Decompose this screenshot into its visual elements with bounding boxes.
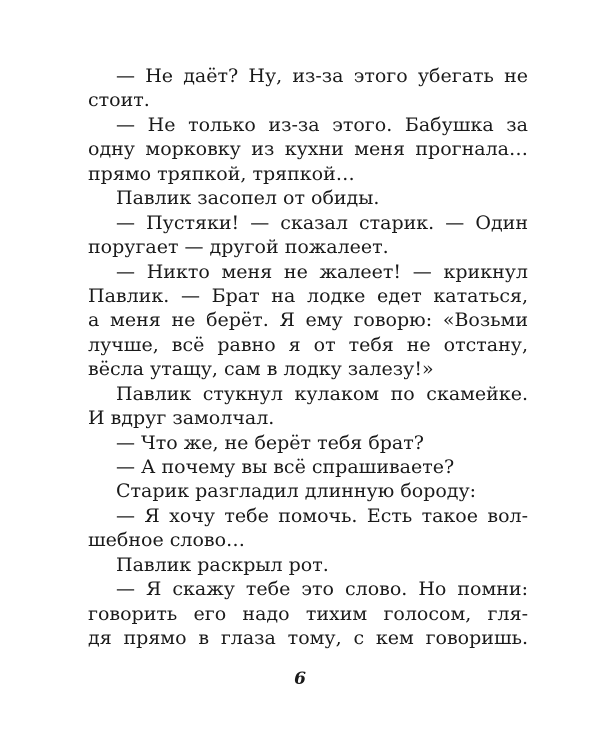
text-line: — А почему вы всё спрашиваете? [116, 456, 455, 478]
text-line: говорить его надо тихим голосом, гля- [88, 602, 528, 625]
text-line: прямо тряпкой, тряпкой… [88, 162, 355, 185]
text-line: Павлик. — Брат на лодке едет кататься, [88, 284, 528, 307]
text-line: поругает — другой пожалеет. [88, 236, 389, 259]
text-line: — Никто меня не жалеет! — крикнул [116, 260, 528, 283]
text-line: — Что же, не берёт тебя брат? [116, 431, 424, 454]
text-line: лучше, всё равно я от тебя не отстану, [88, 333, 528, 356]
text-line: — Не даёт? Ну, из-за этого убегать не [116, 65, 528, 87]
text-line: а меня не берёт. Я ему говорю: «Возьми [88, 309, 528, 332]
text-line: — Я хочу тебе помочь. Есть такое вол- [116, 504, 528, 527]
body-text [88, 64, 528, 651]
text-line: — Я скажу тебе это слово. Но помни: [116, 578, 528, 601]
text-line: стоит. [88, 89, 150, 112]
text-line: Павлик засопел от обиды. [116, 187, 380, 210]
text-line: Старик разгладил длинную бороду: [116, 480, 477, 503]
text-line: дя прямо в глаза тому, с кем говоришь. [88, 627, 528, 650]
text-line: шебное слово… [88, 529, 246, 552]
text-line: — Пустяки! — сказал старик. — Один [116, 211, 528, 234]
text-line: Павлик раскрыл рот. [116, 553, 329, 576]
text-line: — Не только из-за этого. Бабушка за [116, 113, 528, 136]
page-number: 6 [294, 669, 306, 689]
text-line: Павлик стукнул кулаком по скамейке. [116, 382, 528, 405]
text-line: вёсла утащу, сам в лодку залезу!» [88, 358, 434, 381]
text-line: И вдруг замолчал. [88, 407, 275, 430]
text-line: одну морковку из кухни меня прогнала… [88, 138, 528, 161]
